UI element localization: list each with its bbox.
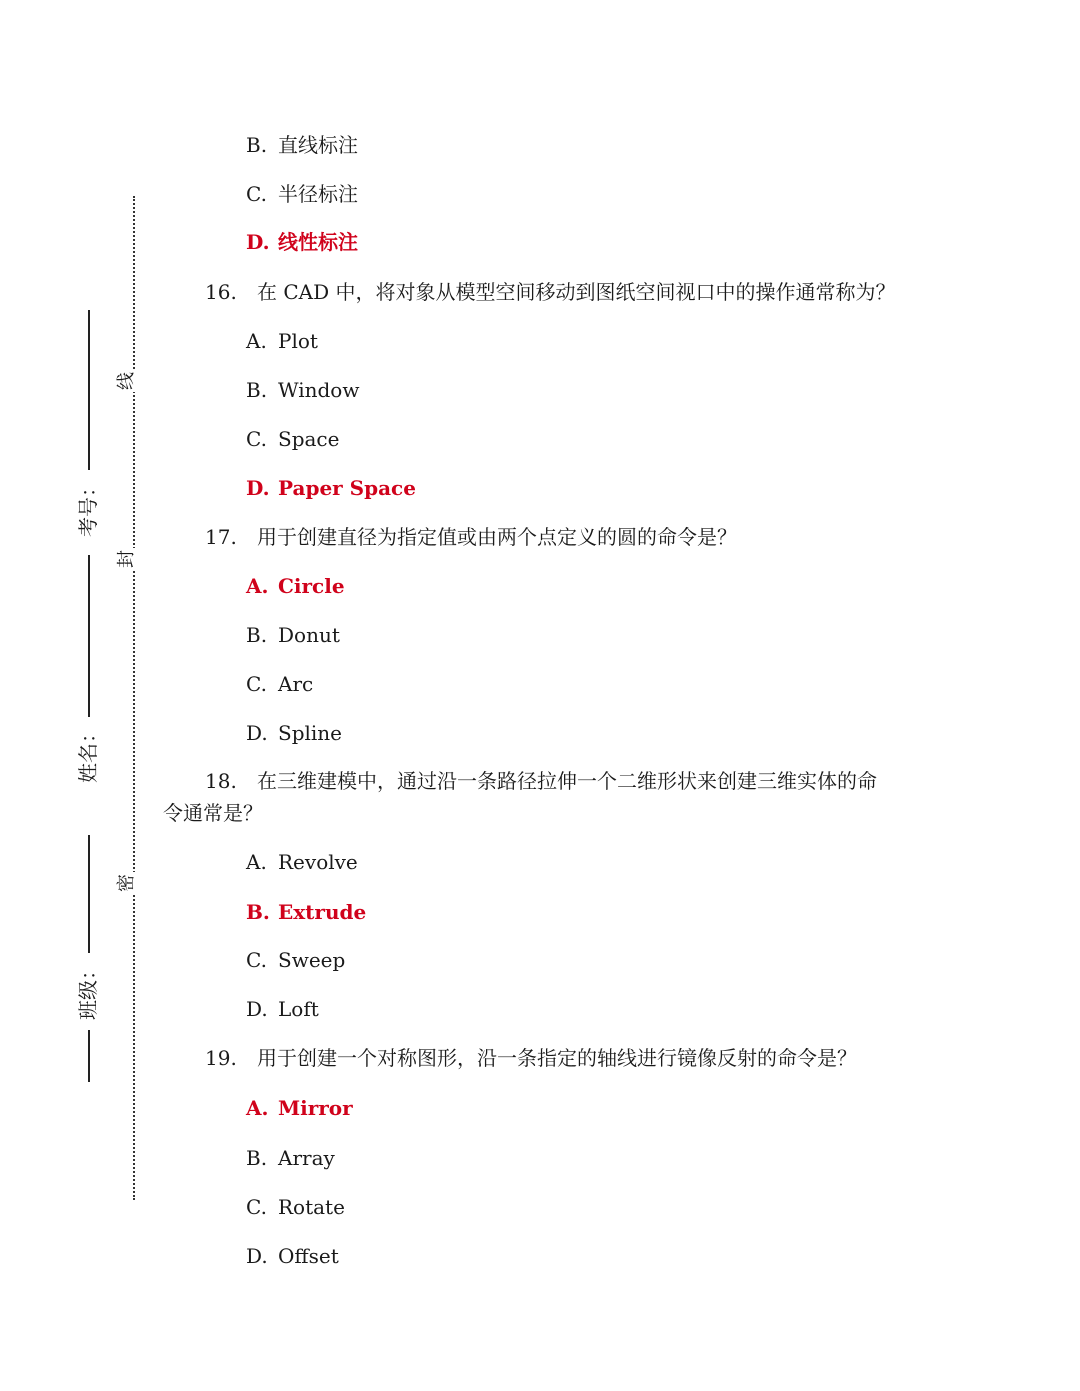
prev-option-c: C. 半径标注	[246, 182, 358, 206]
q18-option-c: C. Sweep	[246, 948, 346, 972]
q18-option-b-answer: B. Extrude	[246, 900, 367, 924]
exam-number-label: 考号：	[76, 477, 100, 537]
student-name-label: 姓名：	[76, 723, 100, 783]
q18-option-a: A. Revolve	[246, 850, 358, 874]
q16-option-b: B. Window	[246, 378, 360, 402]
q17-option-c: C. Arc	[246, 672, 314, 696]
q19-option-c: C. Rotate	[246, 1195, 345, 1219]
q17-option-a-answer: A. Circle	[246, 574, 345, 598]
q19-option-d: D. Offset	[246, 1244, 339, 1268]
class-label: 班级：	[76, 960, 100, 1020]
q19-option-b: B. Array	[246, 1146, 335, 1170]
question-16: 16. 在 CAD 中，将对象从模型空间移动到图纸空间视口中的操作通常称为？	[205, 280, 896, 304]
q16-option-c: C. Space	[246, 427, 340, 451]
q19-option-a-answer: A. Mirror	[246, 1096, 353, 1120]
binding-mark-seal: 封	[116, 550, 137, 568]
q16-option-a: A. Plot	[246, 329, 318, 353]
binding-mark-line: 线	[116, 372, 137, 390]
q17-option-d: D. Spline	[246, 721, 343, 745]
binding-mark-secret: 密	[116, 874, 137, 892]
question-18-continued: 令通常是？	[163, 801, 263, 825]
q18-option-d: D. Loft	[246, 997, 319, 1021]
question-19: 19. 用于创建一个对称图形，沿一条指定的轴线进行镜像反射的命令是？	[205, 1046, 857, 1070]
question-18: 18. 在三维建模中，通过沿一条路径拉伸一个二维形状来创建三维实体的命	[205, 769, 877, 793]
prev-option-b: B. 直线标注	[246, 133, 358, 157]
q17-option-b: B. Donut	[246, 623, 340, 647]
prev-option-d-answer: D. 线性标注	[246, 230, 358, 254]
question-17: 17. 用于创建直径为指定值或由两个点定义的圆的命令是？	[205, 525, 737, 549]
q16-option-d-answer: D. Paper Space	[246, 476, 416, 500]
